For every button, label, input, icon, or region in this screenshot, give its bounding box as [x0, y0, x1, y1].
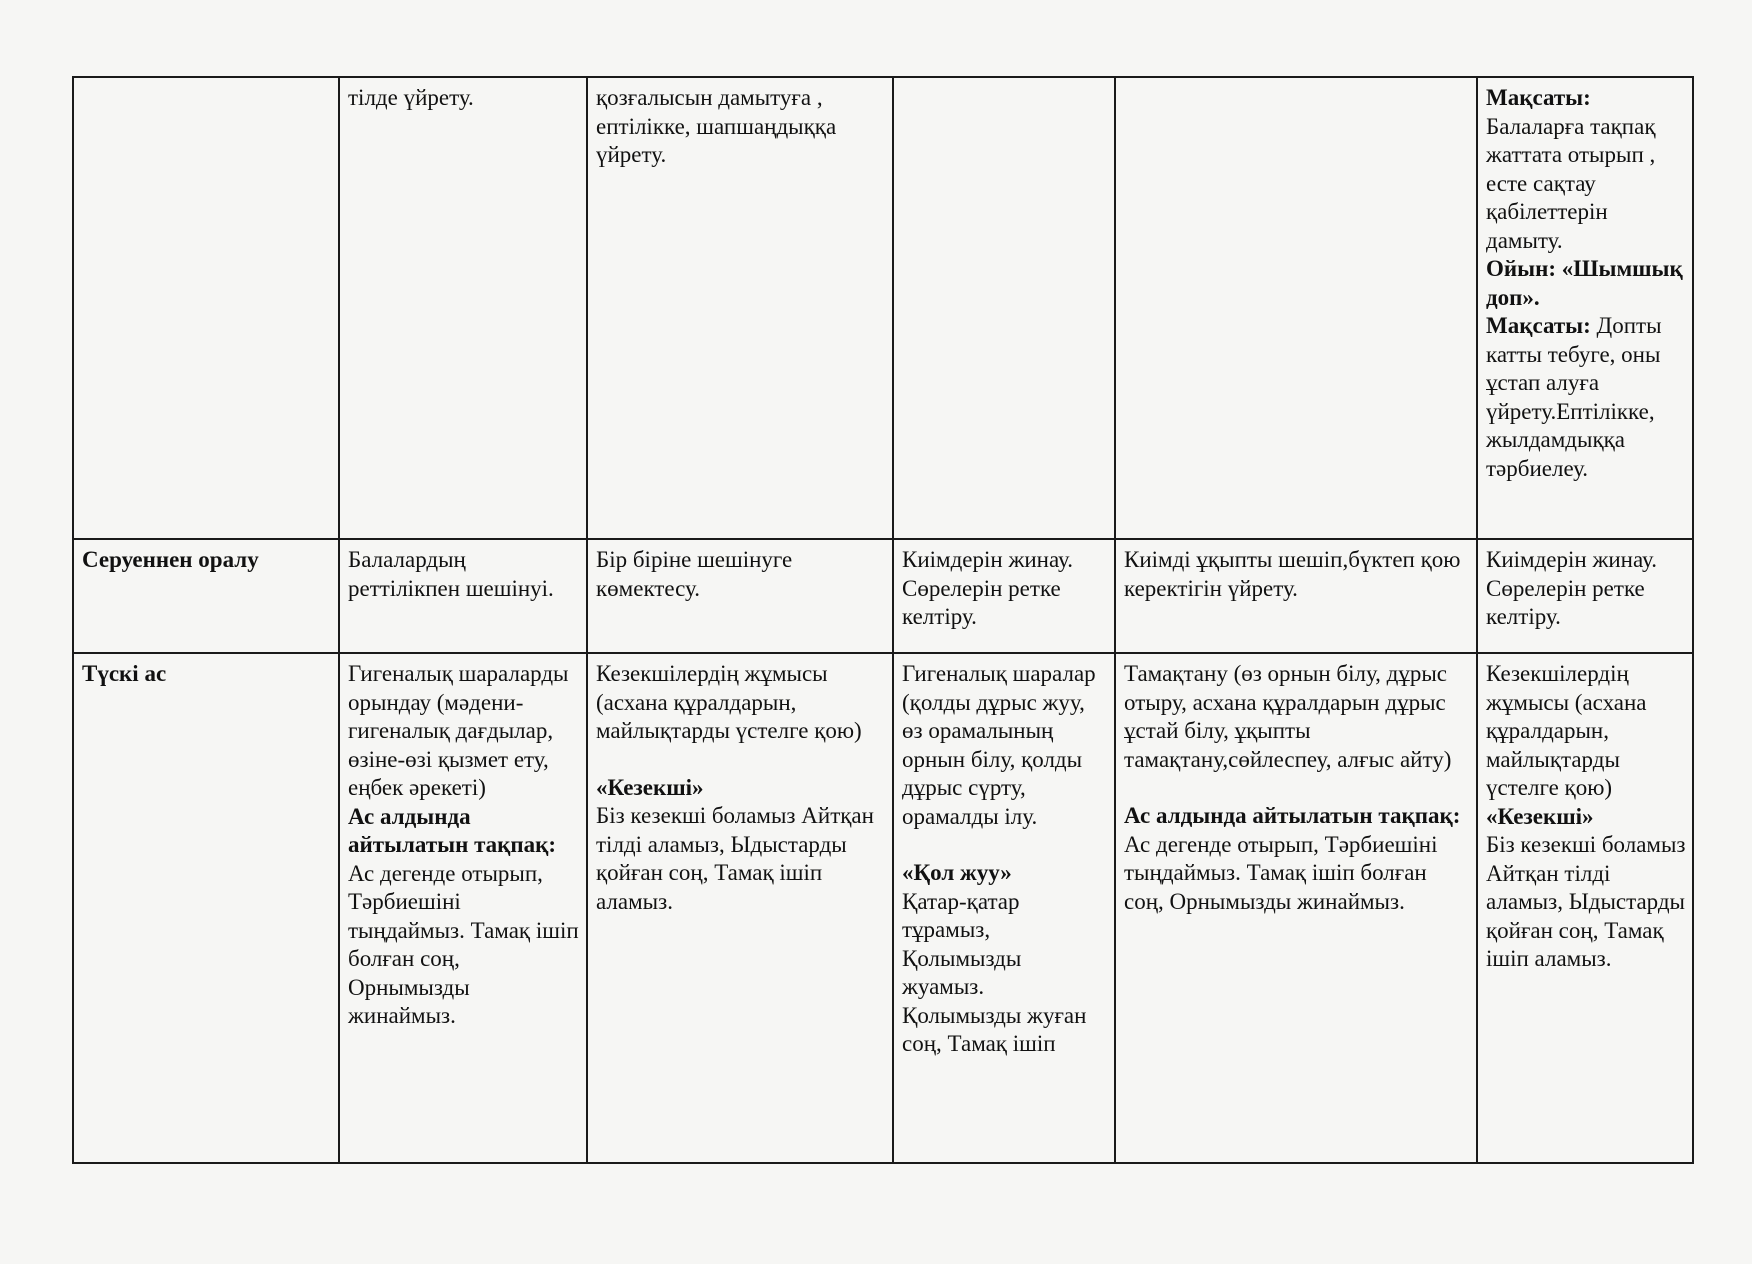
cell-col4 — [1115, 539, 1477, 653]
cell-col5 — [1477, 539, 1693, 653]
cell-text: Киімдерін жинау. Сөрелерін ретке келтіру. — [1486, 547, 1657, 629]
rhyme-heading: Ас алдында айтылатын тақпақ: — [1124, 803, 1461, 828]
table-row-continued — [73, 77, 1693, 539]
cell-col1 — [339, 653, 587, 1163]
rhyme-heading: «Қол жуу» — [902, 860, 1012, 885]
cell-text: Бір біріне шешінуге көмектесу. — [596, 547, 793, 601]
cell-col2 — [587, 77, 893, 539]
cell-col4 — [1115, 653, 1477, 1163]
table-row-lunch — [73, 653, 1693, 1163]
cell-col4 — [1115, 77, 1477, 539]
goal-heading: Мақсаты: — [1486, 85, 1591, 110]
rhyme-text: Ас дегенде отырып, Тәрбиешіні тыңдаймыз. Тамақ ішіп болған соң, Орнымызды жинаймыз. — [1124, 831, 1438, 914]
cell-col2 — [587, 653, 893, 1163]
table-row-return-from-walk — [73, 539, 1693, 653]
cell-text: Гигеналық шаралар (қолды дұрыс жуу, өз орамалының орнын білу, қолды дұрыс сүрту, орамалды ілу. — [902, 661, 1096, 829]
cell-col1 — [339, 539, 587, 653]
row-label: Серуеннен оралу — [82, 547, 259, 572]
cell-col3 — [893, 77, 1115, 539]
cell-col5 — [1477, 77, 1693, 539]
rhyme-text: Біз кезекші боламыз Айтқан тілді аламыз, Ыдыстарды қойған соң, Тамақ ішіп аламыз. — [596, 803, 874, 914]
rhyme-text: Қатар-қатар тұрамыз, Қолымызды жуамыз. Қолымызды жуған соң, Тамақ ішіп — [902, 888, 1087, 1056]
row-label-cell — [73, 653, 339, 1163]
rhyme-heading: «Кезекші» — [1486, 803, 1594, 829]
rhyme-text: Біз кезекші боламыз Айтқан тілді аламыз, Ыдыстарды қойған соң, Тамақ ішіп аламыз. — [1486, 832, 1686, 971]
rhyme-heading: Ас алдында айтылатын тақпақ: — [348, 803, 557, 857]
rhyme-heading: «Кезекші» — [596, 774, 704, 800]
rhyme-text: Ас дегенде отырып, Тәрбиешіні тыңдаймыз. Тамақ ішіп болған соң, Орнымызды жинаймыз. — [348, 860, 579, 1028]
cell-col5 — [1477, 653, 1693, 1163]
cell-text: Кезекшілердің жұмысы (асхана құралдарын, майлықтарды үстелге қою) — [1486, 661, 1647, 800]
cell-col2 — [587, 539, 893, 653]
goal-text-2: Допты катты тебуге, оны ұстап алуға үйрету.Ептілікке, жылдамдыққа тәрбиелеу. — [1486, 313, 1662, 481]
cell-col3 — [893, 653, 1115, 1163]
cell-col3 — [893, 539, 1115, 653]
game-heading: Ойын: «Шымшық доп». — [1486, 256, 1683, 310]
row-label-cell — [73, 77, 339, 539]
daily-plan-table — [72, 76, 1694, 1164]
cell-text: Гигеналық шараларды орындау (мәдени-гигеналық дағдылар, өзіне-өзі қызмет ету, еңбек әрекеті) — [348, 661, 569, 800]
cell-col1 — [339, 77, 587, 539]
goal-heading-2: Мақсаты: — [1486, 313, 1591, 338]
cell-text: тілде үйрету. — [348, 85, 474, 110]
goal-text: Балаларға тақпақ жаттата отырып , есте сақтау қабілеттерін дамыту. — [1486, 113, 1656, 253]
row-label-cell — [73, 539, 339, 653]
row-label: Түскі ас — [82, 661, 167, 686]
cell-text: Тамақтану (өз орнын білу, дұрыс отыру, асхана құралдарын дұрыс ұстай білу, ұқыпты тамақтану,сөйлеспеу, алғыс айту) — [1124, 661, 1452, 772]
cell-text: қозғалысын дамытуға , ептілікке, шапшаңдыққа үйрету. — [596, 85, 837, 167]
cell-text: Киімді ұқыпты шешіп,бүктеп қою керектігін үйрету. — [1124, 547, 1461, 601]
cell-text: Кезекшілердің жұмысы (асхана құралдарын, майлықтарды үстелге қою) — [596, 661, 862, 743]
cell-text: Киімдерін жинау. Сөрелерін ретке келтіру. — [902, 547, 1073, 629]
cell-text: Балалардың реттілікпен шешінуі. — [348, 547, 554, 601]
